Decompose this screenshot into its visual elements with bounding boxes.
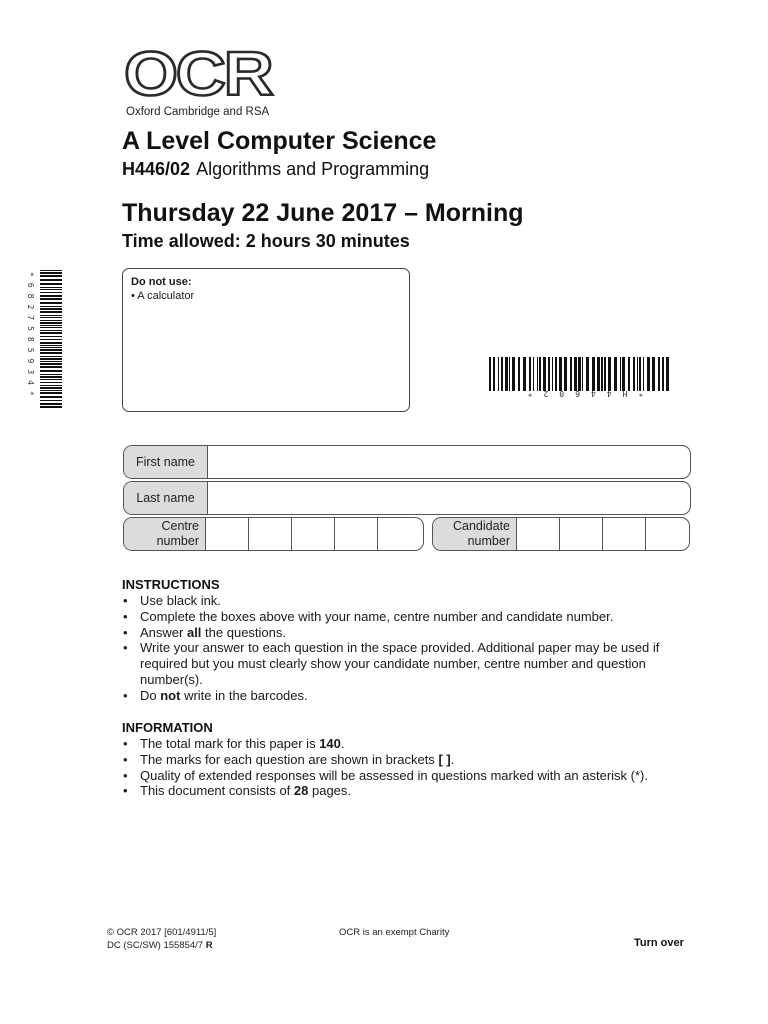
first-name-label: First name (124, 446, 208, 478)
candidate-number-label (433, 518, 517, 550)
instructions-list (122, 593, 702, 704)
barcode-bar (40, 374, 62, 375)
barcode-bar (40, 336, 62, 337)
barcode-bar (578, 357, 581, 391)
barcode-bar (601, 357, 603, 391)
barcode-bar (622, 357, 625, 391)
list-item: • Do not write in the barcodes. (122, 688, 702, 704)
barcode-bar (662, 357, 664, 391)
centre-number-digit[interactable] (292, 518, 335, 550)
barcode-bar (628, 357, 630, 391)
list-item: • This document consists of 28 pages. (122, 783, 702, 799)
side-barcode-number: *6827585934* (26, 272, 35, 402)
barcode-bar (40, 342, 62, 344)
barcode-bar (493, 357, 495, 391)
barcode-bar (537, 357, 538, 391)
time-allowed: Time allowed: 2 hours 30 minutes (122, 231, 410, 251)
barcode-bar (523, 357, 526, 391)
barcode-bar (40, 302, 62, 304)
candidate-label-line2: number (467, 534, 510, 548)
barcode-bar (509, 357, 510, 391)
centre-number-digit[interactable] (249, 518, 292, 550)
ocr-logo: OCR (124, 40, 272, 109)
paper-subtitle (122, 159, 429, 180)
do-not-use-item: • A calculator (131, 290, 195, 302)
barcode-bar (40, 327, 62, 328)
barcode-bar (40, 292, 62, 293)
list-item: • The marks for each question are shown in brackets [ ]. (122, 752, 702, 768)
barcode-bar (570, 357, 572, 391)
do-not-use-box (122, 268, 410, 412)
last-name-label: Last name (124, 482, 208, 514)
turn-over: Turn over (634, 937, 684, 949)
barcode-bar (543, 357, 546, 391)
information-heading: INFORMATION (122, 720, 213, 735)
barcode-bar (40, 287, 62, 288)
barcode-bar (574, 357, 577, 391)
first-name-row (123, 445, 691, 479)
barcode-bar (40, 385, 62, 386)
barcode-bar (620, 357, 621, 391)
do-not-use-heading: Do not use: (131, 276, 192, 288)
barcode-bar (40, 347, 62, 348)
list-item: • Quality of extended responses will be assessed in questions marked with an asterisk (*). (122, 768, 702, 784)
barcode-bar (666, 357, 669, 391)
candidate-label-line1: Candidate (453, 519, 510, 533)
barcode-bar (40, 270, 62, 271)
centre-number-digit[interactable] (378, 518, 421, 550)
exam-date: Thursday 22 June 2017 – Morning (122, 199, 524, 227)
barcode-bar (505, 357, 508, 391)
barcode-bar (559, 357, 562, 391)
barcode-bar (489, 357, 491, 391)
candidate-number-digit[interactable] (517, 518, 560, 550)
main-barcode-number: *H44602* (516, 389, 644, 398)
barcode-bar (597, 357, 600, 391)
candidate-number-digit[interactable] (560, 518, 603, 550)
barcode-bar (40, 376, 62, 378)
barcode-bar (40, 339, 62, 340)
barcode-bar (40, 370, 62, 372)
candidate-number-digit[interactable] (646, 518, 689, 550)
barcode-bar (40, 295, 62, 297)
information-list (122, 736, 702, 799)
barcode-bar (555, 357, 557, 391)
centre-label-line2: number (156, 534, 199, 548)
barcode-bar (40, 330, 62, 331)
barcode-bar (533, 357, 534, 391)
last-name-field[interactable] (208, 482, 690, 514)
barcode-bar (40, 363, 62, 365)
list-item: • The total mark for this paper is 140. (122, 736, 702, 752)
barcode-bar (40, 325, 62, 326)
barcode-bar (40, 320, 62, 321)
barcode-bar (647, 357, 650, 391)
barcode-bar (40, 356, 62, 357)
centre-number-digit[interactable] (335, 518, 378, 550)
barcode-bar (539, 357, 541, 391)
barcode-bar (604, 357, 606, 391)
side-barcode (40, 270, 62, 410)
barcode-bar (40, 317, 62, 318)
barcode-bar (592, 357, 595, 391)
barcode-bar (639, 357, 641, 391)
barcode-bar (652, 357, 655, 391)
barcode-bar (608, 357, 611, 391)
barcode-bar (40, 379, 62, 380)
barcode-bar (643, 357, 644, 391)
barcode-bar (582, 357, 583, 391)
barcode-bar (40, 361, 62, 362)
barcode-bar (40, 345, 62, 346)
candidate-number-row (432, 517, 690, 551)
barcode-bar (40, 366, 62, 368)
barcode-bar (40, 332, 62, 334)
logo-subtitle: Oxford Cambridge and RSA (126, 106, 270, 118)
centre-label-line1: Centre (161, 519, 199, 533)
barcode-bar (552, 357, 553, 391)
barcode-bar (40, 403, 62, 405)
last-name-row (123, 481, 691, 515)
paper-title: A Level Computer Science (122, 127, 437, 155)
centre-number-digit[interactable] (206, 518, 249, 550)
barcode-bar (40, 390, 62, 391)
list-item: • Write your answer to each question in the space provided. Additional paper may be used if required but you must clearly show your candidate number, centre number and question number(s). (122, 640, 702, 687)
barcode-bar (633, 357, 635, 391)
barcode-bar (529, 357, 531, 391)
candidate-number-digit[interactable] (603, 518, 646, 550)
barcode-bar (40, 308, 62, 310)
main-barcode (489, 357, 671, 391)
barcode-bar (518, 357, 520, 391)
barcode-bar (40, 406, 62, 408)
centre-number-row (123, 517, 424, 551)
paper-code: H446/02 (122, 159, 191, 179)
instructions-heading: INSTRUCTIONS (122, 577, 220, 592)
barcode-bar (586, 357, 589, 391)
paper-name: Algorithms and Programming (196, 159, 430, 179)
barcode-bar (40, 382, 62, 383)
barcode-bar (658, 357, 660, 391)
centre-number-label (124, 518, 206, 550)
barcode-bar (548, 357, 550, 391)
charity-note: OCR is an exempt Charity (339, 927, 450, 938)
copyright-text: © OCR 2017 [601/4911/5] (107, 927, 217, 938)
barcode-bar (637, 357, 638, 391)
barcode-bar (40, 283, 62, 285)
list-item: • Complete the boxes above with your name, centre number and candidate number. (122, 609, 702, 625)
document-code: DC (SC/SW) 155854/7 R (107, 940, 213, 951)
barcode-bar (40, 275, 62, 277)
barcode-bar (614, 357, 617, 391)
barcode-bar (501, 357, 503, 391)
barcode-bar (40, 306, 62, 307)
barcode-bar (498, 357, 499, 391)
barcode-bar (40, 272, 62, 274)
barcode-bar (40, 322, 62, 324)
barcode-bar (40, 311, 62, 313)
barcode-bar (40, 400, 62, 401)
barcode-bar (40, 289, 62, 290)
first-name-field[interactable] (208, 446, 690, 478)
barcode-bar (40, 358, 62, 360)
barcode-bar (564, 357, 567, 391)
list-item: • Use black ink. (122, 593, 702, 609)
barcode-bar (40, 392, 62, 394)
footer-left (107, 926, 216, 952)
barcode-bar (40, 298, 62, 300)
barcode-bar (40, 352, 62, 354)
barcode-bar (512, 357, 515, 391)
barcode-bar (40, 349, 62, 351)
barcode-bar (40, 279, 62, 281)
list-item: • Answer all the questions. (122, 625, 702, 641)
barcode-bar (40, 315, 62, 316)
barcode-bar (40, 387, 62, 389)
barcode-bar (40, 396, 62, 398)
